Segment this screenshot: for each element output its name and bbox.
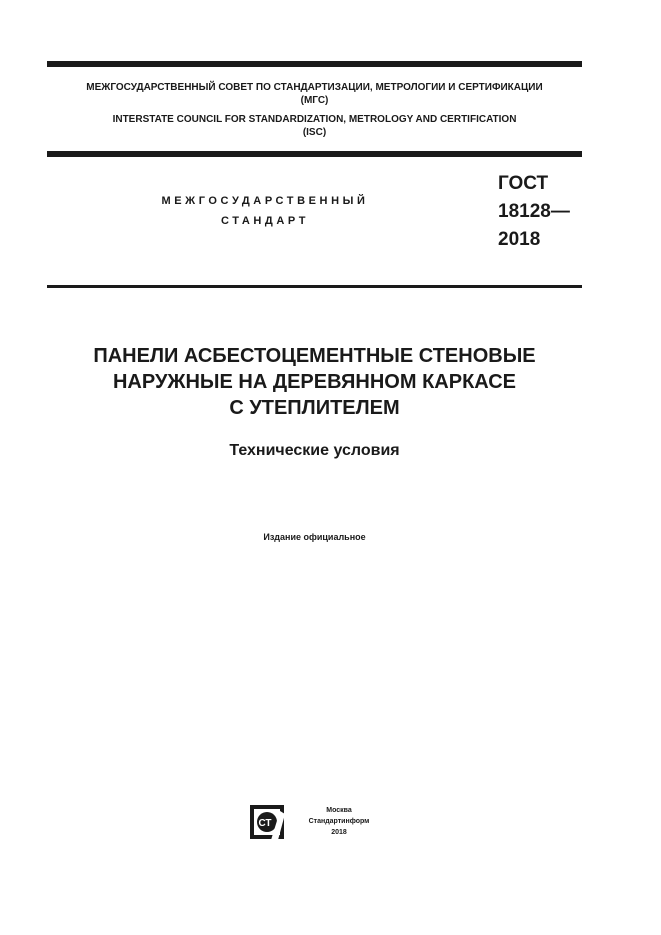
gost-year: 2018	[498, 229, 541, 250]
standard-label-line1: МЕЖГОСУДАРСТВЕННЫЙ	[161, 195, 369, 207]
council-ru-line2: (МГС)	[300, 95, 329, 106]
council-en-line2: (ISC)	[302, 127, 327, 138]
title-line3: С УТЕПЛИТЕЛЕМ	[229, 397, 400, 419]
standard-label-line2: СТАНДАРТ	[220, 215, 310, 227]
standartinform-logo-icon	[249, 804, 285, 840]
council-name-ru	[47, 81, 582, 107]
council-en-line1: INTERSTATE COUNCIL FOR STANDARDIZATION, METROLOGY AND CERTIFICATION	[112, 114, 517, 125]
gost-designation	[498, 170, 570, 254]
edition-note: Издание официальное	[263, 532, 366, 542]
logo-text: СТ	[258, 818, 272, 829]
document-subtitle: Технические условия	[229, 442, 400, 459]
publisher-city: Москва	[326, 807, 352, 814]
council-ru-line1: МЕЖГОСУДАРСТВЕННЫЙ СОВЕТ ПО СТАНДАРТИЗАЦИИ, МЕТРОЛОГИИ И СЕРТИФИКАЦИИ	[86, 82, 543, 93]
title-line2: НАРУЖНЫЕ НА ДЕРЕВЯННОМ КАРКАСЕ	[112, 371, 517, 393]
middle-thick-rule	[47, 151, 582, 157]
publisher-block	[249, 804, 389, 840]
gost-prefix: ГОСТ	[498, 173, 549, 194]
publisher-name: Стандартинформ	[308, 818, 370, 825]
gost-number: 18128—	[498, 201, 570, 222]
top-thick-rule	[47, 61, 582, 67]
document-title	[47, 343, 582, 421]
publisher-info	[294, 805, 384, 838]
title-line1: ПАНЕЛИ АСБЕСТОЦЕМЕНТНЫЕ СТЕНОВЫЕ	[93, 345, 536, 367]
council-name-en	[47, 113, 582, 139]
bottom-thin-rule	[47, 285, 582, 288]
standard-type-label	[140, 191, 390, 231]
publisher-year: 2018	[331, 829, 347, 836]
